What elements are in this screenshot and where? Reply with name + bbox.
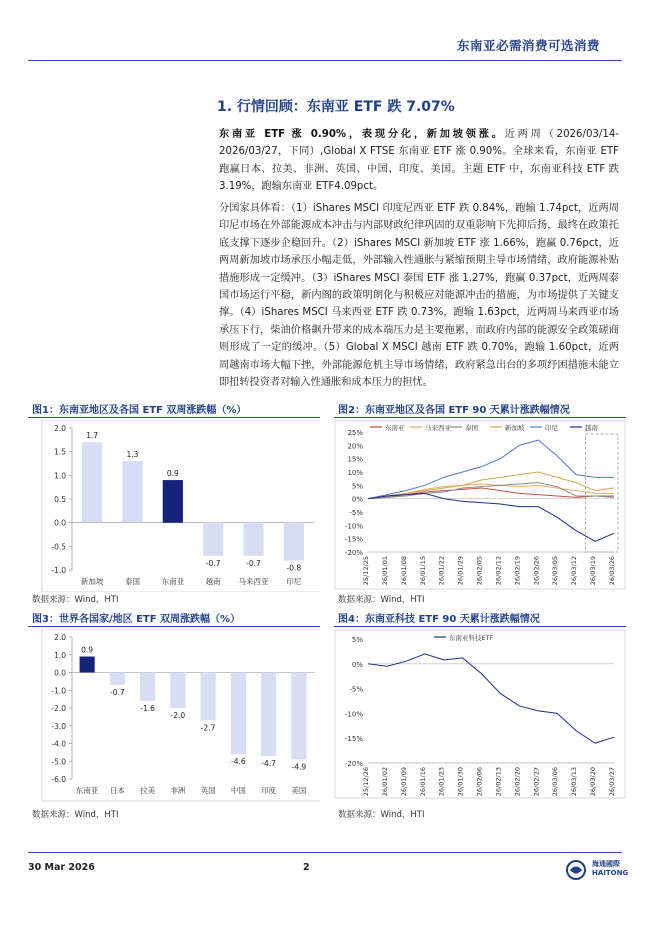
fig3-category-label: 东南亚 xyxy=(75,786,99,795)
fig3-ytick-label: -5.0 xyxy=(51,757,66,767)
fig3-ytick-label: 0.0 xyxy=(54,668,66,678)
paragraph-2: 分国家具体看：（1）iShares MSCI 印度尼西亚 ETF 跌 0.84%，跑输 1.74pct，近两周印尼市场在外部能源成本冲击与内部财政纪律巩固的双重影响下先抑后扬，最终在政策托底支撑下逐步企稳回升。（2）iShares MSCI 新加坡 ETF 涨 1.66%，跑赢 0.76pct，近两周新加坡市场承压小幅走低，外部输入性通胀与紧缩预期主导市场情绪，政府能源补贴措施形成一定缓冲。（3）iShares MSCI 泰国 ETF 涨 1.27%，跑赢 0.37pct，近两周泰国市场运行平稳，新内阁的政策明朗化与积极应对能源冲击的措施，为市场提供了关键支撑。（4）iShares MSCI 马来西亚 ETF 跌 0.73%，跑输 1.63pct，近两周马来西亚市场承压下行，柴油价格飙升带来的成本端压力是主要拖累，而政府内部的能源安全政策磋商则形成了一定的缓冲。（5）Global X MSCI 越南 ETF 跌 0.70%，跑输 1.60pct，近两周越南市场大幅下挫，外部能源危机主导市场情绪，政府紧急出台的多项纾困措施未能立即扭转投资者对输入性通胀和成本压力的担忧。 xyxy=(219,203,619,389)
fig2-xtick-label: 26/03/26 xyxy=(608,556,616,586)
fig4-series-line xyxy=(368,654,614,743)
fig3-title: 图3：世界各国家/地区 ETF 双周涨跌幅（%） xyxy=(32,614,241,625)
fig1-chart xyxy=(28,420,320,592)
fig4-xtick-label: 26/01/09 xyxy=(399,767,408,797)
fig2-xtick-label: 26/01/01 xyxy=(380,556,389,586)
fig1-category-label: 印尼 xyxy=(286,577,302,586)
fig1-value-label: -0.7 xyxy=(205,558,221,568)
logo-text-en: HAITONG xyxy=(592,869,629,877)
fig4-xtick-label: 25/12/26 xyxy=(362,767,370,797)
fig4-source: 数据来源：Wind，HTI xyxy=(338,810,425,820)
logo-text-cn: 海通國際 xyxy=(592,860,620,868)
header-title: 东南亚必需消费可选消费 xyxy=(456,38,600,53)
fig2-xtick-label: 26/02/19 xyxy=(513,556,522,586)
fig1-title: 图1：东南亚地区及各国 ETF 双周涨跌幅（%） xyxy=(32,405,247,416)
fig4-xtick-label: 26/01/30 xyxy=(456,767,465,797)
fig3-value-label: -4.6 xyxy=(231,757,246,767)
fig3-ytick-label: -1.0 xyxy=(51,686,66,696)
fig3-ytick-label: -4.0 xyxy=(51,739,66,749)
fig3-bar xyxy=(261,673,276,756)
fig4-title: 图4：东南亚科技 ETF 90 天累计涨跌幅情况 xyxy=(338,614,540,625)
fig3-category-label: 印度 xyxy=(261,786,277,795)
fig1-ytick-label: 1.0 xyxy=(54,471,66,481)
fig4-chart xyxy=(334,629,626,802)
fig2-legend-label: 印尼 xyxy=(545,424,558,432)
fig2-ytick-label: -15% xyxy=(344,535,363,544)
logo-text xyxy=(592,860,628,878)
fig4-xtick-label: 26/02/13 xyxy=(494,767,503,797)
fig3-category-label: 日本 xyxy=(109,786,125,795)
fig4-xtick-label: 26/03/06 xyxy=(551,767,560,797)
fig3-category-label: 非洲 xyxy=(170,786,186,795)
fig2-xtick-label: 26/01/29 xyxy=(456,556,465,586)
fig2-xtick-label: 26/01/08 xyxy=(399,556,408,586)
fig2-series-line xyxy=(368,440,614,499)
fig2-xtick-label: 26/01/22 xyxy=(437,556,446,586)
fig4-xtick-label: 26/03/20 xyxy=(589,767,598,797)
fig1-category-label: 新加坡 xyxy=(80,577,104,586)
fig2-legend-label: 东南亚 xyxy=(385,424,405,432)
fig4-xtick-label: 26/03/13 xyxy=(570,767,579,797)
paragraph-1-body: 近两周（2026/03/14-2026/03/27，下同）,Global X FTSE 东南亚 ETF 涨 0.90%。全球来看，东南亚 ETF 跑赢日本、拉美、非洲、英国、中国、印度、美国。主题 ETF 中，东南亚科技 ETF 跌 3.19%，跑输东南亚 ETF4.09pct。 xyxy=(219,129,619,193)
fig2-xtick-label: 26/02/12 xyxy=(494,556,503,586)
fig4-xtick-label: 26/03/27 xyxy=(608,767,616,797)
fig2-ytick-label: 5% xyxy=(351,482,363,491)
fig2-title: 图2：东南亚地区及各国 ETF 90 天累计涨跌幅情况 xyxy=(338,405,570,416)
page-number: 2 xyxy=(303,862,310,873)
fig2-legend-label: 越南 xyxy=(585,424,598,432)
fig3-ytick-label: -6.0 xyxy=(51,775,66,784)
fig1-ytick-label: 0.5 xyxy=(54,495,66,504)
fig1-source: 数据来源：Wind，HTI xyxy=(32,595,119,605)
fig1-bar xyxy=(284,523,304,561)
fig4-xtick-label: 26/02/27 xyxy=(532,767,541,797)
section-title: 1. 行情回顾：东南亚 ETF 跌 7.07% xyxy=(217,99,455,115)
fig3-bar xyxy=(291,673,306,760)
fig3-value-label: -4.7 xyxy=(261,758,276,768)
fig1-value-label: -0.8 xyxy=(286,563,302,573)
fig3-ytick-label: -3.0 xyxy=(51,721,66,731)
fig3-rule xyxy=(28,626,320,627)
paragraph-1 xyxy=(219,126,619,196)
fig4-legend-label: 东南亚科技ETF xyxy=(449,634,494,642)
fig1-rule xyxy=(28,417,320,418)
fig3-value-label: -2.7 xyxy=(200,723,216,733)
fig2-ytick-label: 15% xyxy=(347,455,363,464)
footer-date: 30 Mar 2026 xyxy=(28,862,95,873)
fig3-chart xyxy=(28,629,320,802)
fig3-ytick-label: -2.0 xyxy=(51,704,66,713)
fig1-bar xyxy=(122,461,142,523)
fig2-xtick-label: 25/12/25 xyxy=(362,556,370,586)
fig4-ytick-label: -20% xyxy=(344,760,363,768)
fig3-source: 数据来源：Wind，HTI xyxy=(32,810,119,820)
fig3-category-label: 英国 xyxy=(200,786,216,795)
fig1-ytick-label: -0.5 xyxy=(51,542,66,552)
fig3-bar xyxy=(140,673,155,701)
fig3-category-label: 中国 xyxy=(230,786,246,795)
fig4-xtick-label: 26/01/23 xyxy=(437,767,446,797)
fig4-rule xyxy=(334,626,626,627)
fig3-value-label: -2.0 xyxy=(170,711,186,720)
fig2-ytick-label: -20% xyxy=(344,549,363,557)
fig2-chart xyxy=(334,420,626,592)
fig2-ytick-label: -10% xyxy=(344,522,363,531)
fig2-series-line xyxy=(368,493,614,541)
fig3-bar xyxy=(201,673,216,721)
fig3-ytick-label: 1.0 xyxy=(54,650,66,660)
fig2-ytick-label: 20% xyxy=(347,442,363,451)
fig2-xtick-label: 26/03/19 xyxy=(589,556,598,586)
fig4-ytick-label: 0% xyxy=(351,660,363,669)
fig2-legend-label: 新加坡 xyxy=(505,424,525,432)
fig4-ytick-label: -10% xyxy=(344,710,363,719)
fig1-ytick-label: 2.0 xyxy=(54,424,66,433)
fig2-xtick-label: 26/01/15 xyxy=(418,556,427,586)
fig1-bar xyxy=(82,442,102,522)
fig1-bar xyxy=(243,523,263,556)
fig3-value-label: -1.6 xyxy=(140,703,155,713)
fig2-xtick-label: 26/02/26 xyxy=(532,556,541,586)
fig4-xtick-label: 26/01/02 xyxy=(380,767,389,797)
fig1-value-label: -0.7 xyxy=(246,558,261,568)
fig2-ytick-label: 10% xyxy=(347,469,363,477)
fig1-category-label: 马来西亚 xyxy=(238,577,269,586)
fig4-xtick-label: 26/02/20 xyxy=(513,767,522,797)
fig1-ytick-label: 1.5 xyxy=(54,447,66,457)
fig2-legend-label: 泰国 xyxy=(465,424,478,432)
fig2-legend-label: 马来西亚 xyxy=(425,424,451,432)
fig3-bar xyxy=(170,673,185,709)
fig4-ytick-label: 5% xyxy=(351,636,363,644)
fig2-ytick-label: 25% xyxy=(347,429,363,437)
fig2-xtick-label: 26/02/05 xyxy=(475,556,484,586)
fig1-category-label: 泰国 xyxy=(125,577,140,586)
fig3-value-label: 0.9 xyxy=(81,645,94,655)
fig3-ytick-label: 2.0 xyxy=(54,633,66,642)
fig3-category-label: 拉美 xyxy=(140,786,156,795)
fig1-value-label: 1.7 xyxy=(86,431,99,441)
fig1-value-label: 0.9 xyxy=(166,469,179,479)
fig2-xtick-label: 26/03/05 xyxy=(551,556,560,586)
fig4-ytick-label: -15% xyxy=(344,735,363,744)
fig1-category-label: 东南亚 xyxy=(161,577,185,586)
fig3-value-label: -4.9 xyxy=(291,762,307,772)
fig2-source: 数据来源：Wind，HTI xyxy=(338,595,425,605)
fig2-ytick-label: -5% xyxy=(349,509,363,517)
fig2-ytick-label: 0% xyxy=(351,495,363,504)
fig3-bar xyxy=(110,673,125,685)
fig1-bar xyxy=(203,523,223,556)
fig2-xtick-label: 26/03/12 xyxy=(570,556,579,586)
fig1-category-label: 越南 xyxy=(205,577,221,586)
fig4-xtick-label: 26/02/06 xyxy=(475,767,484,797)
header-rule xyxy=(28,60,622,61)
fig2-rule xyxy=(334,417,626,418)
fig4-ytick-label: -5% xyxy=(349,685,363,694)
fig4-xtick-label: 26/01/16 xyxy=(418,767,427,797)
fig3-bar xyxy=(231,673,246,755)
fig1-ytick-label: 0.0 xyxy=(54,518,66,528)
paragraph-1-lead: 东南亚 ETF 涨 0.90%，表现分化，新加坡领涨。 xyxy=(219,129,505,140)
fig1-bar xyxy=(163,480,183,523)
fig1-ytick-label: -1.0 xyxy=(51,566,66,575)
fig3-value-label: -0.7 xyxy=(110,687,125,697)
fig3-category-label: 美国 xyxy=(291,786,307,795)
fig3-bar xyxy=(80,657,95,673)
fig1-value-label: 1.3 xyxy=(126,450,139,460)
footer-rule xyxy=(28,852,622,853)
